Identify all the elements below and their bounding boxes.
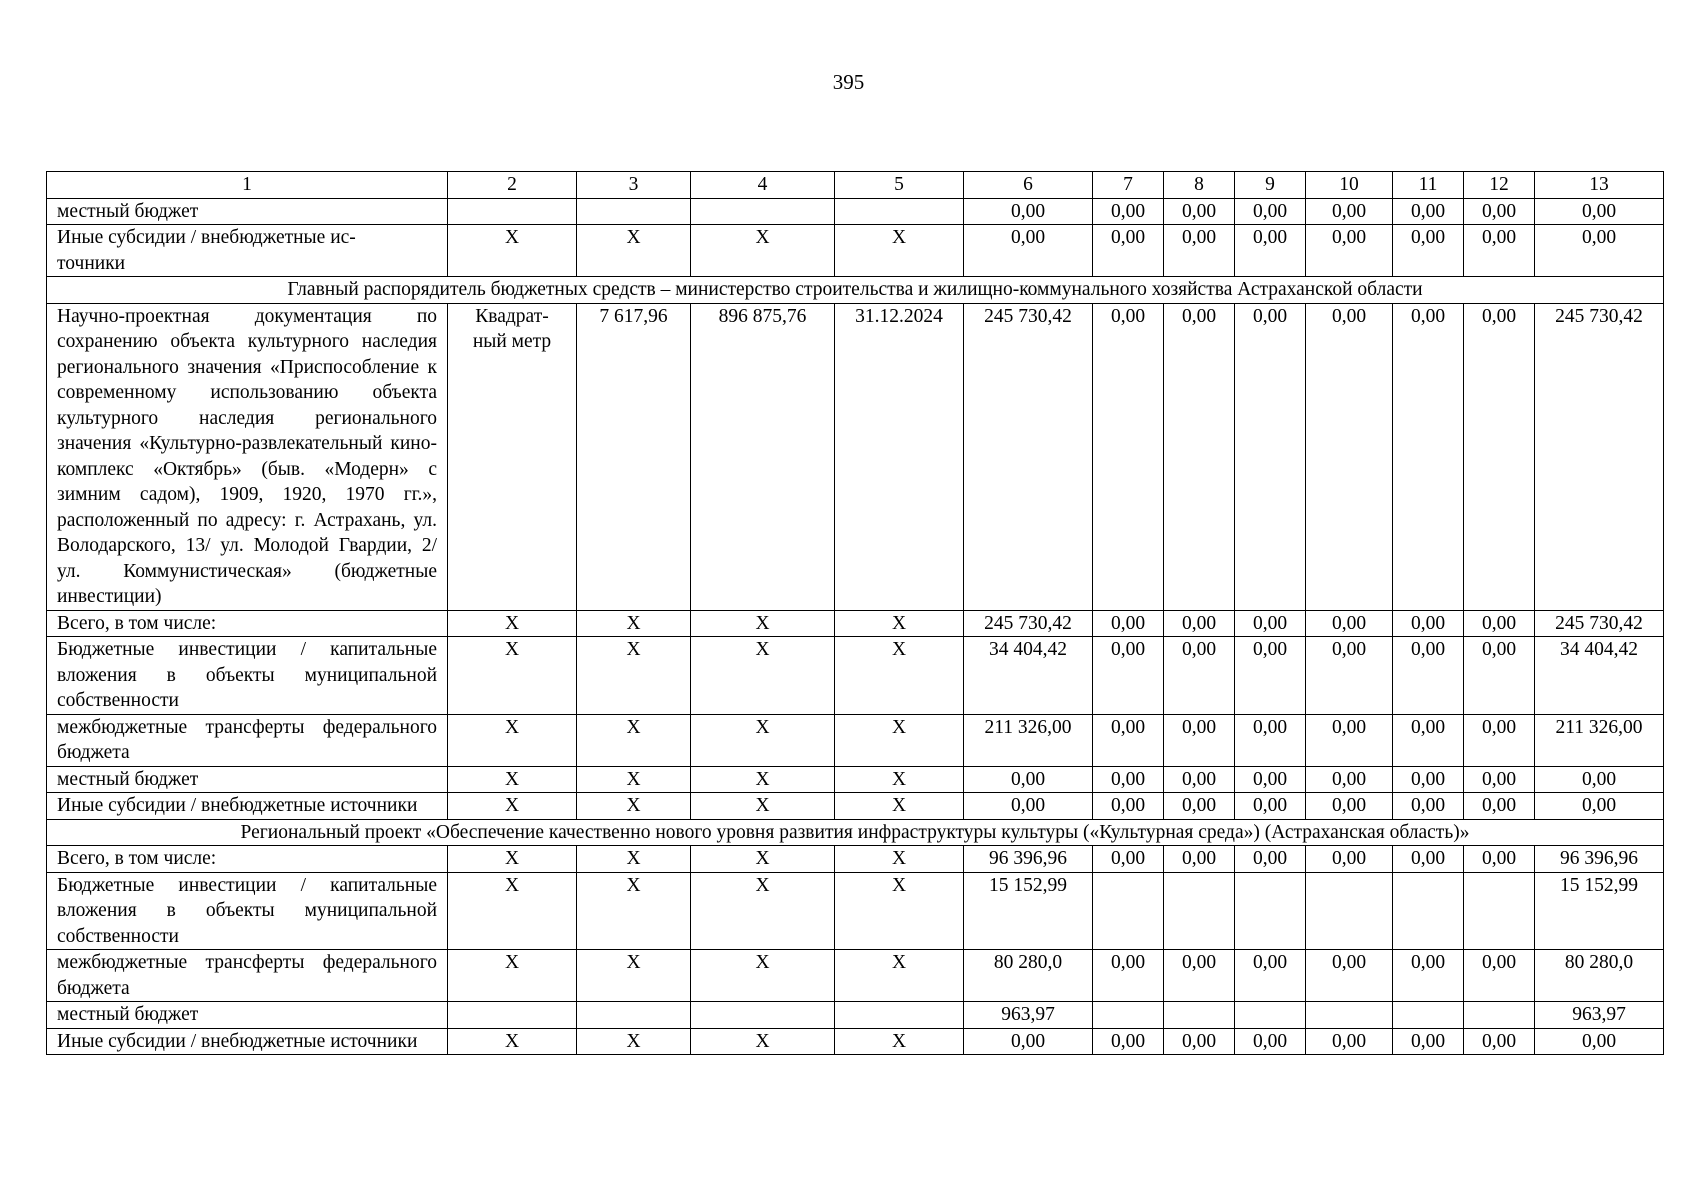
table-cell: 0,00 <box>1306 846 1393 873</box>
table-cell: 0,00 <box>1464 766 1535 793</box>
table-cell: 0,00 <box>1393 303 1464 610</box>
table-cell: 0,00 <box>1235 766 1306 793</box>
table-cell: Х <box>691 225 835 277</box>
table-cell: 0,00 <box>1164 766 1235 793</box>
column-number: 8 <box>1164 172 1235 199</box>
table-cell: 0,00 <box>1535 1028 1664 1055</box>
table-cell <box>1393 1002 1464 1029</box>
table-cell: 0,00 <box>1164 793 1235 820</box>
table-cell: Х <box>835 1028 964 1055</box>
table-cell: 80 280,0 <box>1535 950 1664 1002</box>
table-cell: 0,00 <box>1093 610 1164 637</box>
row-label: Всего, в том числе: <box>47 846 448 873</box>
table-cell: Х <box>448 950 577 1002</box>
row-label: Иные субсидии / внебюджетные источники <box>47 1028 448 1055</box>
table-cell: 0,00 <box>1464 637 1535 715</box>
budget-table <box>46 171 1664 1055</box>
table-cell <box>1306 1002 1393 1029</box>
table-cell: 0,00 <box>1393 225 1464 277</box>
table-cell: 0,00 <box>1164 1028 1235 1055</box>
table-cell: 0,00 <box>1393 610 1464 637</box>
table-cell: 0,00 <box>1235 303 1306 610</box>
table-cell: 0,00 <box>1093 198 1164 225</box>
table-cell: Х <box>691 872 835 950</box>
column-number: 2 <box>448 172 577 199</box>
table-cell: 0,00 <box>1306 225 1393 277</box>
table-cell: Х <box>448 872 577 950</box>
row-label: Иные субсидии / внебюджетные ис- точники <box>47 225 448 277</box>
table-cell: 34 404,42 <box>964 637 1093 715</box>
table-cell: 7 617,96 <box>577 303 691 610</box>
column-number: 5 <box>835 172 964 199</box>
table-cell: 0,00 <box>1235 198 1306 225</box>
table-cell <box>448 198 577 225</box>
table-cell: 0,00 <box>1464 950 1535 1002</box>
table-cell: Х <box>691 1028 835 1055</box>
table-cell <box>835 198 964 225</box>
table-cell: 963,97 <box>964 1002 1093 1029</box>
column-number: 11 <box>1393 172 1464 199</box>
table-row <box>47 846 1664 873</box>
row-label: Бюджетные инвестиции / капитальные вложения в объекты муниципальной собственности <box>47 872 448 950</box>
table-cell: Х <box>577 766 691 793</box>
table-cell: 0,00 <box>1306 793 1393 820</box>
table-cell: Х <box>448 610 577 637</box>
table-cell <box>448 1002 577 1029</box>
table-cell: 0,00 <box>1464 846 1535 873</box>
table-row <box>47 872 1664 950</box>
column-number: 1 <box>47 172 448 199</box>
table-cell: 0,00 <box>1093 714 1164 766</box>
table-cell: 0,00 <box>1093 225 1164 277</box>
column-number-row <box>47 172 1664 199</box>
table-cell <box>1164 1002 1235 1029</box>
table-cell: 0,00 <box>1235 846 1306 873</box>
table-cell <box>577 1002 691 1029</box>
table-cell: 80 280,0 <box>964 950 1093 1002</box>
table-cell: 0,00 <box>1235 714 1306 766</box>
table-cell: 0,00 <box>1464 714 1535 766</box>
table-row <box>47 793 1664 820</box>
table-row <box>47 1002 1664 1029</box>
row-label: Бюджетные инвестиции / капитальные вложения в объекты муниципальной собственности <box>47 637 448 715</box>
table-cell: Х <box>577 950 691 1002</box>
table-cell: 0,00 <box>1235 637 1306 715</box>
table-cell: 0,00 <box>964 766 1093 793</box>
table-cell: Х <box>577 793 691 820</box>
column-number: 6 <box>964 172 1093 199</box>
table-cell <box>1235 872 1306 950</box>
table-cell: Х <box>691 610 835 637</box>
table-cell: 15 152,99 <box>1535 872 1664 950</box>
row-label: Научно-проектная документация по сохранению объекта культурного наследия регионального значения «Приспособление к современному использованию объекта культурного наследия регионального значения «Культурно-развлекательный кинокомплекс «Октябрь» (быв. «Модерн» с зимним садом), 1909, 1920, 1970 гг.», расположенный по адресу: г. Астрахань, ул. Володарского, 13/ ул. Молодой Гвардии, 2/ ул. Коммунистическая» (бюджетные инвестиции) <box>47 303 448 610</box>
table-cell <box>1164 872 1235 950</box>
column-number: 9 <box>1235 172 1306 199</box>
table-cell: Х <box>835 766 964 793</box>
table-cell: 211 326,00 <box>964 714 1093 766</box>
table-cell: 0,00 <box>1393 950 1464 1002</box>
table-cell: 0,00 <box>1235 225 1306 277</box>
table-cell: 0,00 <box>1393 766 1464 793</box>
table-cell: 245 730,42 <box>964 303 1093 610</box>
row-label: местный бюджет <box>47 198 448 225</box>
table-cell: 0,00 <box>1306 198 1393 225</box>
table-cell: 0,00 <box>1393 637 1464 715</box>
table-cell: 0,00 <box>1235 950 1306 1002</box>
table-cell: 0,00 <box>1093 303 1164 610</box>
table-cell: 0,00 <box>1093 766 1164 793</box>
table-cell: 963,97 <box>1535 1002 1664 1029</box>
column-number: 7 <box>1093 172 1164 199</box>
table-cell: 0,00 <box>1164 846 1235 873</box>
table-cell: Х <box>577 846 691 873</box>
table-row <box>47 303 1664 610</box>
table-cell: 0,00 <box>1535 793 1664 820</box>
table-cell: Х <box>691 950 835 1002</box>
table-cell: 0,00 <box>1093 846 1164 873</box>
table-cell: 0,00 <box>1306 714 1393 766</box>
table-cell: 0,00 <box>1093 793 1164 820</box>
table-cell: 0,00 <box>1535 766 1664 793</box>
table-cell <box>691 1002 835 1029</box>
table-cell: 0,00 <box>964 1028 1093 1055</box>
row-label: местный бюджет <box>47 1002 448 1029</box>
table-cell: 0,00 <box>1164 950 1235 1002</box>
table-cell: Х <box>577 637 691 715</box>
table-cell: Квадрат- ный метр <box>448 303 577 610</box>
table-cell: Х <box>835 872 964 950</box>
table-cell: 0,00 <box>1093 1028 1164 1055</box>
table-cell <box>1464 872 1535 950</box>
table-cell: 245 730,42 <box>1535 610 1664 637</box>
table-cell: Х <box>448 793 577 820</box>
table-cell: Х <box>691 766 835 793</box>
table-cell <box>1306 872 1393 950</box>
table-row <box>47 766 1664 793</box>
table-cell: 0,00 <box>1306 766 1393 793</box>
table-cell: 0,00 <box>1235 610 1306 637</box>
table-cell: Х <box>577 610 691 637</box>
table-row <box>47 637 1664 715</box>
column-number: 3 <box>577 172 691 199</box>
table-cell: Х <box>691 846 835 873</box>
row-label: межбюджетные трансферты федерального бюджета <box>47 950 448 1002</box>
table-cell: 0,00 <box>1393 846 1464 873</box>
table-cell: 0,00 <box>1093 950 1164 1002</box>
table-cell: 0,00 <box>1393 793 1464 820</box>
table-cell: Х <box>448 1028 577 1055</box>
table-cell: 0,00 <box>1235 1028 1306 1055</box>
table-cell <box>1235 1002 1306 1029</box>
table-cell: 245 730,42 <box>1535 303 1664 610</box>
column-number: 4 <box>691 172 835 199</box>
table-cell: 0,00 <box>1535 225 1664 277</box>
table-cell: 0,00 <box>1393 1028 1464 1055</box>
table-cell: Х <box>691 637 835 715</box>
table-cell: 96 396,96 <box>1535 846 1664 873</box>
table-cell: 0,00 <box>1464 1028 1535 1055</box>
table-row <box>47 225 1664 277</box>
table-cell: Х <box>577 714 691 766</box>
table-cell: 896 875,76 <box>691 303 835 610</box>
table-cell: 0,00 <box>1306 637 1393 715</box>
table-cell: Х <box>577 872 691 950</box>
table-cell: Х <box>577 1028 691 1055</box>
table-cell: 0,00 <box>1464 610 1535 637</box>
column-number: 10 <box>1306 172 1393 199</box>
table-cell <box>1093 1002 1164 1029</box>
table-cell: Х <box>448 846 577 873</box>
table-cell: 0,00 <box>1464 198 1535 225</box>
row-label: межбюджетные трансферты федерального бюджета <box>47 714 448 766</box>
table-cell: 245 730,42 <box>964 610 1093 637</box>
table-cell: 0,00 <box>1393 198 1464 225</box>
table-cell: 0,00 <box>1464 793 1535 820</box>
table-row <box>47 950 1664 1002</box>
table-cell: 0,00 <box>1306 303 1393 610</box>
row-label: Всего, в том числе: <box>47 610 448 637</box>
table-cell: Х <box>835 793 964 820</box>
table-cell: 0,00 <box>1164 714 1235 766</box>
table-row <box>47 1028 1664 1055</box>
table-cell: Х <box>448 637 577 715</box>
table-cell: Х <box>835 225 964 277</box>
table-cell: 0,00 <box>1306 950 1393 1002</box>
table-cell: 0,00 <box>1306 610 1393 637</box>
table-cell: 0,00 <box>1235 793 1306 820</box>
table-cell: 0,00 <box>1306 1028 1393 1055</box>
table-row <box>47 198 1664 225</box>
table-cell: 211 326,00 <box>1535 714 1664 766</box>
table-cell: Х <box>835 846 964 873</box>
row-label: местный бюджет <box>47 766 448 793</box>
section-title: Главный распорядитель бюджетных средств – министерство строительства и жилищно-коммунального хозяйства Астраханской области <box>47 277 1664 304</box>
section-header-row <box>47 819 1664 846</box>
table-cell: 96 396,96 <box>964 846 1093 873</box>
table-cell: Х <box>835 714 964 766</box>
table-cell <box>691 198 835 225</box>
table-cell: Х <box>448 766 577 793</box>
table-cell: 0,00 <box>1464 303 1535 610</box>
page-number: 395 <box>832 70 865 94</box>
table-row <box>47 610 1664 637</box>
section-title: Региональный проект «Обеспечение качественно нового уровня развития инфраструктуры культуры («Культурная среда») (Астраханская область)» <box>47 819 1664 846</box>
section-header-row <box>47 277 1664 304</box>
table-cell: Х <box>691 793 835 820</box>
table-cell: 15 152,99 <box>964 872 1093 950</box>
table-cell: 0,00 <box>1464 225 1535 277</box>
table-cell <box>1393 872 1464 950</box>
table-cell: 0,00 <box>1164 610 1235 637</box>
table-cell: Х <box>835 610 964 637</box>
column-number: 12 <box>1464 172 1535 199</box>
table-row <box>47 714 1664 766</box>
table-cell: Х <box>835 950 964 1002</box>
table-cell: 0,00 <box>964 793 1093 820</box>
table-cell: 0,00 <box>964 198 1093 225</box>
table-cell: Х <box>835 637 964 715</box>
table-cell: 0,00 <box>1393 714 1464 766</box>
table-cell: Х <box>448 714 577 766</box>
table-cell: Х <box>691 714 835 766</box>
column-number: 13 <box>1535 172 1664 199</box>
table-cell <box>1093 872 1164 950</box>
table-cell <box>1464 1002 1535 1029</box>
table-cell: Х <box>448 225 577 277</box>
table-cell <box>577 198 691 225</box>
table-cell: 0,00 <box>1535 198 1664 225</box>
table-cell: 0,00 <box>1164 198 1235 225</box>
table-cell: 0,00 <box>964 225 1093 277</box>
table-cell: 0,00 <box>1164 637 1235 715</box>
table-cell: 0,00 <box>1164 303 1235 610</box>
row-label: Иные субсидии / внебюджетные источники <box>47 793 448 820</box>
table-cell: Х <box>577 225 691 277</box>
table-cell <box>835 1002 964 1029</box>
table-cell: 0,00 <box>1093 637 1164 715</box>
table-cell: 31.12.2024 <box>835 303 964 610</box>
table-cell: 34 404,42 <box>1535 637 1664 715</box>
table-cell: 0,00 <box>1164 225 1235 277</box>
